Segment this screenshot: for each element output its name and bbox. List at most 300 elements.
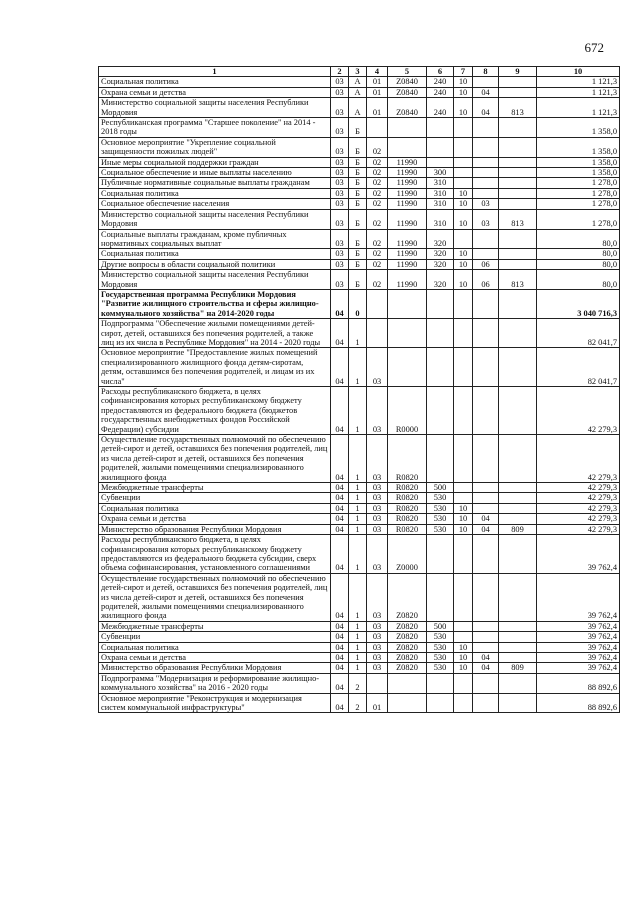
code-col-3-cell: 1 [349,642,367,652]
code-col-3-cell: 1 [349,514,367,524]
code-col-3-cell: 2 [349,673,367,693]
section-code-cell [454,435,473,483]
subsection-code-cell [473,483,499,493]
subsection-code-cell [473,137,499,157]
expense-type-code-cell: 500 [427,621,454,631]
target-article-code-cell: R0820 [388,483,427,493]
item-name-cell: Республиканская программа "Старшее поколение" на 2014 - 2018 годы [99,118,331,138]
amount-cell: 1 121,3 [537,98,620,118]
code-col-3-cell: 1 [349,319,367,348]
amount-cell: 1 121,3 [537,87,620,97]
expense-type-code-cell: 310 [427,199,454,209]
code-col-2-cell: 03 [331,77,349,87]
table-row [99,249,620,259]
table-row [99,348,620,387]
expense-type-code-cell: 530 [427,524,454,534]
code-col-4-cell: 03 [367,652,388,662]
code-col-4-cell: 02 [367,229,388,249]
target-article-code-cell: Z0840 [388,77,427,87]
subsection-code-cell [473,632,499,642]
target-article-code-cell: Z0840 [388,98,427,118]
ministry-code-cell [499,652,537,662]
column-header: 9 [499,67,537,77]
expense-type-code-cell: 300 [427,168,454,178]
code-col-2-cell: 03 [331,137,349,157]
table-row [99,168,620,178]
code-col-3-cell: Б [349,118,367,138]
subsection-code-cell [473,503,499,513]
code-col-3-cell: 1 [349,503,367,513]
amount-cell: 88 892,6 [537,693,620,713]
code-col-2-cell: 04 [331,503,349,513]
section-code-cell: 10 [454,199,473,209]
section-code-cell: 10 [454,249,473,259]
section-code-cell: 10 [454,188,473,198]
item-name-cell: Охрана семьи и детства [99,652,331,662]
ministry-code-cell [499,387,537,435]
target-article-code-cell: R0820 [388,514,427,524]
subsection-code-cell [473,387,499,435]
item-name-cell: Охрана семьи и детства [99,514,331,524]
item-name-cell: Социальные выплаты гражданам, кроме публичных нормативных социальных выплат [99,229,331,249]
item-name-cell: Социальная политика [99,249,331,259]
ministry-code-cell [499,229,537,249]
ministry-code-cell [499,118,537,138]
amount-cell: 39 762,4 [537,642,620,652]
item-name-cell: Субвенции [99,632,331,642]
amount-cell: 39 762,4 [537,573,620,621]
target-article-code-cell: R0000 [388,387,427,435]
table-row [99,483,620,493]
code-col-4-cell: 03 [367,387,388,435]
code-col-2-cell: 03 [331,188,349,198]
budget-table [98,66,620,713]
code-col-3-cell: А [349,87,367,97]
column-header: 7 [454,67,473,77]
subsection-code-cell: 04 [473,663,499,673]
code-col-3-cell: Б [349,178,367,188]
target-article-code-cell: R0820 [388,435,427,483]
table-row [99,573,620,621]
expense-type-code-cell: 530 [427,652,454,662]
amount-cell: 42 279,3 [537,387,620,435]
expense-type-code-cell: 320 [427,249,454,259]
ministry-code-cell [499,137,537,157]
amount-cell: 1 278,0 [537,188,620,198]
code-col-3-cell: Б [349,168,367,178]
item-name-cell: Межбюджетные трансферты [99,483,331,493]
code-col-3-cell: 1 [349,621,367,631]
expense-type-code-cell [427,137,454,157]
code-col-4-cell: 03 [367,503,388,513]
item-name-cell: Социальная политика [99,77,331,87]
target-article-code-cell [388,289,427,318]
section-code-cell: 10 [454,77,473,87]
code-col-2-cell: 04 [331,493,349,503]
code-col-2-cell: 04 [331,632,349,642]
code-col-2-cell: 04 [331,673,349,693]
code-col-2-cell: 03 [331,209,349,229]
column-header: 6 [427,67,454,77]
subsection-code-cell [473,168,499,178]
subsection-code-cell [473,319,499,348]
code-col-3-cell: 1 [349,387,367,435]
expense-type-code-cell: 320 [427,259,454,269]
amount-cell: 1 278,0 [537,199,620,209]
ministry-code-cell: 813 [499,209,537,229]
code-col-2-cell: 04 [331,524,349,534]
code-col-3-cell: 1 [349,483,367,493]
code-col-4-cell: 03 [367,621,388,631]
subsection-code-cell [473,178,499,188]
subsection-code-cell [473,535,499,574]
code-col-4-cell [367,319,388,348]
table-row [99,188,620,198]
table-row [99,87,620,97]
ministry-code-cell [499,503,537,513]
table-row [99,514,620,524]
ministry-code-cell: 813 [499,98,537,118]
amount-cell: 80,0 [537,270,620,290]
table-row [99,229,620,249]
code-col-3-cell: Б [349,229,367,249]
table-row [99,157,620,167]
subsection-code-cell: 03 [473,199,499,209]
code-col-2-cell: 04 [331,573,349,621]
amount-cell: 82 041,7 [537,348,620,387]
subsection-code-cell: 04 [473,514,499,524]
item-name-cell: Социальная политика [99,642,331,652]
item-name-cell: Расходы республиканского бюджета, в целях софинансирования которых республиканскому бюджету предоставляются из федерального бюджета (бюджетов государственных внебюджетных фондов Российской Федерации) субсидии [99,387,331,435]
code-col-2-cell: 04 [331,693,349,713]
section-code-cell [454,319,473,348]
expense-type-code-cell [427,535,454,574]
section-code-cell [454,168,473,178]
expense-type-code-cell [427,693,454,713]
table-row [99,435,620,483]
table-row [99,77,620,87]
code-col-4-cell: 03 [367,483,388,493]
column-header: 3 [349,67,367,77]
item-name-cell: Министерство социальной защиты населения Республики Мордовия [99,270,331,290]
table-row [99,387,620,435]
expense-type-code-cell: 530 [427,632,454,642]
subsection-code-cell: 04 [473,98,499,118]
expense-type-code-cell: 530 [427,503,454,513]
amount-cell: 42 279,3 [537,514,620,524]
subsection-code-cell [473,188,499,198]
expense-type-code-cell: 240 [427,77,454,87]
amount-cell: 42 279,3 [537,493,620,503]
expense-type-code-cell [427,673,454,693]
table-header-row [99,67,620,77]
section-code-cell [454,621,473,631]
code-col-2-cell: 03 [331,168,349,178]
code-col-4-cell: 03 [367,573,388,621]
target-article-code-cell: 11990 [388,259,427,269]
target-article-code-cell: R0820 [388,524,427,534]
section-code-cell: 10 [454,503,473,513]
ministry-code-cell [499,348,537,387]
target-article-code-cell: 11990 [388,199,427,209]
code-col-4-cell: 03 [367,663,388,673]
item-name-cell: Министерство образования Республики Мордовия [99,524,331,534]
code-col-4-cell: 03 [367,524,388,534]
expense-type-code-cell: 530 [427,642,454,652]
section-code-cell [454,289,473,318]
target-article-code-cell: Z0000 [388,535,427,574]
code-col-4-cell: 03 [367,514,388,524]
table-row [99,673,620,693]
section-code-cell: 10 [454,663,473,673]
table-row [99,259,620,269]
expense-type-code-cell: 240 [427,98,454,118]
expense-type-code-cell: 530 [427,514,454,524]
ministry-code-cell [499,535,537,574]
expense-type-code-cell [427,118,454,138]
target-article-code-cell: 11990 [388,249,427,259]
amount-cell: 80,0 [537,259,620,269]
ministry-code-cell [499,77,537,87]
table-row [99,178,620,188]
table-row [99,693,620,713]
code-col-4-cell [367,673,388,693]
amount-cell: 1 358,0 [537,137,620,157]
table-row [99,289,620,318]
code-col-2-cell: 04 [331,483,349,493]
code-col-2-cell: 03 [331,118,349,138]
item-name-cell: Социальная политика [99,503,331,513]
amount-cell: 42 279,3 [537,483,620,493]
section-code-cell [454,157,473,167]
ministry-code-cell [499,168,537,178]
item-name-cell: Иные меры социальной поддержки граждан [99,157,331,167]
code-col-2-cell: 03 [331,259,349,269]
table-row [99,642,620,652]
ministry-code-cell [499,632,537,642]
subsection-code-cell [473,289,499,318]
code-col-4-cell: 02 [367,270,388,290]
code-col-4-cell: 02 [367,249,388,259]
ministry-code-cell [499,157,537,167]
code-col-2-cell: 04 [331,348,349,387]
code-col-4-cell: 02 [367,157,388,167]
expense-type-code-cell: 310 [427,178,454,188]
subsection-code-cell: 03 [473,209,499,229]
code-col-4-cell: 01 [367,77,388,87]
code-col-3-cell: 1 [349,663,367,673]
code-col-3-cell: А [349,77,367,87]
column-header: 5 [388,67,427,77]
subsection-code-cell [473,435,499,483]
item-name-cell: Министерство образования Республики Мордовия [99,663,331,673]
code-col-3-cell: 1 [349,493,367,503]
section-code-cell [454,483,473,493]
code-col-3-cell: Б [349,157,367,167]
code-col-4-cell: 03 [367,632,388,642]
code-col-3-cell: 1 [349,632,367,642]
target-article-code-cell: R0820 [388,503,427,513]
subsection-code-cell: 04 [473,87,499,97]
expense-type-code-cell: 310 [427,188,454,198]
code-col-2-cell: 03 [331,157,349,167]
ministry-code-cell: 813 [499,270,537,290]
section-code-cell [454,573,473,621]
code-col-4-cell: 02 [367,209,388,229]
subsection-code-cell [473,249,499,259]
ministry-code-cell [499,249,537,259]
code-col-4-cell: 01 [367,87,388,97]
code-col-3-cell: 1 [349,435,367,483]
expense-type-code-cell: 530 [427,493,454,503]
code-col-3-cell: А [349,98,367,118]
amount-cell: 1 278,0 [537,209,620,229]
code-col-2-cell: 04 [331,514,349,524]
item-name-cell: Основное мероприятие "Реконструкция и модернизация систем коммунальной инфраструктуры" [99,693,331,713]
target-article-code-cell: 11990 [388,270,427,290]
subsection-code-cell [473,157,499,167]
code-col-3-cell: Б [349,249,367,259]
expense-type-code-cell [427,387,454,435]
expense-type-code-cell: 320 [427,229,454,249]
table-row [99,632,620,642]
subsection-code-cell [473,642,499,652]
subsection-code-cell: 06 [473,259,499,269]
ministry-code-cell [499,259,537,269]
amount-cell: 1 358,0 [537,157,620,167]
code-col-2-cell: 04 [331,387,349,435]
section-code-cell [454,493,473,503]
expense-type-code-cell [427,573,454,621]
subsection-code-cell [473,77,499,87]
target-article-code-cell: Z0820 [388,663,427,673]
section-code-cell [454,535,473,574]
code-col-2-cell: 03 [331,270,349,290]
table-row [99,199,620,209]
section-code-cell [454,348,473,387]
ministry-code-cell [499,642,537,652]
code-col-4-cell: 03 [367,435,388,483]
code-col-2-cell: 03 [331,98,349,118]
subsection-code-cell [473,693,499,713]
table-row [99,524,620,534]
code-col-2-cell: 03 [331,87,349,97]
expense-type-code-cell [427,289,454,318]
section-code-cell [454,118,473,138]
code-col-3-cell: 0 [349,289,367,318]
subsection-code-cell: 04 [473,524,499,534]
target-article-code-cell: Z0820 [388,632,427,642]
item-name-cell: Осуществление государственных полномочий по обеспечению детей-сирот и детей, оставшихся без попечения родителей, лиц из числа детей-сирот и детей, оставшихся без попечения родителей, жилыми помещениями специализированного жилищного фонда [99,573,331,621]
code-col-2-cell: 03 [331,199,349,209]
section-code-cell [454,178,473,188]
subsection-code-cell [473,229,499,249]
section-code-cell [454,387,473,435]
code-col-3-cell: Б [349,137,367,157]
code-col-4-cell: 03 [367,493,388,503]
code-col-2-cell: 04 [331,621,349,631]
target-article-code-cell: 11990 [388,178,427,188]
expense-type-code-cell: 500 [427,483,454,493]
code-col-3-cell: 1 [349,348,367,387]
target-article-code-cell [388,118,427,138]
amount-cell: 80,0 [537,249,620,259]
code-col-3-cell: 2 [349,693,367,713]
ministry-code-cell [499,435,537,483]
target-article-code-cell: R0820 [388,493,427,503]
section-code-cell [454,137,473,157]
ministry-code-cell [499,573,537,621]
item-name-cell: Подпрограмма "Модернизация и реформирование жилищно-коммунального хозяйства" на 2016 - 2020 годы [99,673,331,693]
section-code-cell: 10 [454,652,473,662]
page-number: 672 [584,40,604,55]
target-article-code-cell: Z0820 [388,621,427,631]
code-col-3-cell: Б [349,199,367,209]
ministry-code-cell [499,199,537,209]
code-col-2-cell: 03 [331,229,349,249]
table-row [99,270,620,290]
amount-cell: 42 279,3 [537,524,620,534]
code-col-4-cell [367,118,388,138]
expense-type-code-cell [427,435,454,483]
code-col-2-cell: 04 [331,319,349,348]
code-col-4-cell: 02 [367,188,388,198]
table-row [99,209,620,229]
item-name-cell: Министерство социальной защиты населения Республики Мордовия [99,209,331,229]
code-col-4-cell: 02 [367,259,388,269]
item-name-cell: Социальное обеспечение и иные выплаты населению [99,168,331,178]
target-article-code-cell: 11990 [388,157,427,167]
code-col-4-cell: 02 [367,199,388,209]
column-header: 8 [473,67,499,77]
code-col-2-cell: 03 [331,178,349,188]
expense-type-code-cell [427,319,454,348]
item-name-cell: Публичные нормативные социальные выплаты гражданам [99,178,331,188]
code-col-3-cell: 1 [349,652,367,662]
code-col-2-cell: 04 [331,435,349,483]
target-article-code-cell [388,348,427,387]
table-row [99,535,620,574]
target-article-code-cell: 11990 [388,188,427,198]
item-name-cell: Социальная политика [99,188,331,198]
ministry-code-cell: 809 [499,663,537,673]
target-article-code-cell: 11990 [388,168,427,178]
table-row [99,137,620,157]
amount-cell: 82 041,7 [537,319,620,348]
code-col-3-cell: 1 [349,535,367,574]
item-name-cell: Субвенции [99,493,331,503]
section-code-cell: 10 [454,87,473,97]
code-col-3-cell: Б [349,270,367,290]
table-row [99,98,620,118]
amount-cell: 1 278,0 [537,178,620,188]
expense-type-code-cell: 310 [427,209,454,229]
amount-cell: 80,0 [537,229,620,249]
section-code-cell: 10 [454,524,473,534]
table-body [99,77,620,713]
target-article-code-cell [388,137,427,157]
section-code-cell [454,632,473,642]
code-col-4-cell: 01 [367,693,388,713]
item-name-cell: Межбюджетные трансферты [99,621,331,631]
section-code-cell: 10 [454,642,473,652]
subsection-code-cell: 06 [473,270,499,290]
ministry-code-cell [499,319,537,348]
subsection-code-cell [473,673,499,693]
target-article-code-cell: Z0840 [388,87,427,97]
section-code-cell: 10 [454,209,473,229]
code-col-2-cell: 04 [331,289,349,318]
